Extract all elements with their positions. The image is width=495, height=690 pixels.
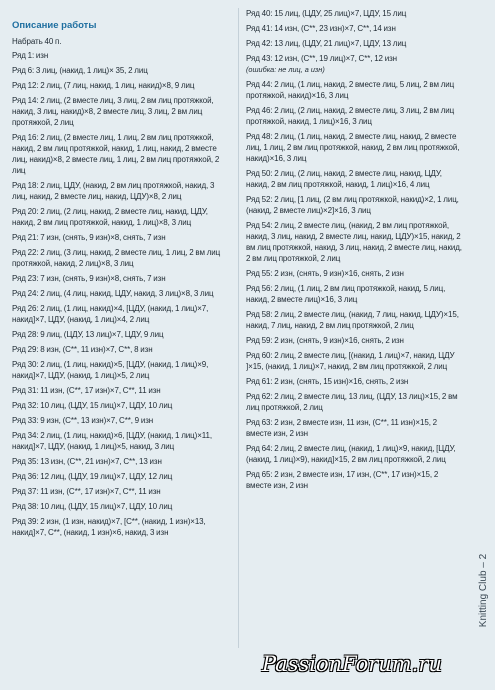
cast-on-instruction: Набрать 40 п. bbox=[12, 37, 62, 46]
row-instruction: Ряд 44: 2 лиц, (1 лиц, накид, 2 вместе лиц, 5 лиц, 2 вм лиц протяжкой, накид)×16, 3 лиц bbox=[246, 80, 455, 100]
row-instruction: Ряд 29: 8 изн, (С**, 11 изн)×7, С**, 8 изн bbox=[12, 345, 153, 354]
row-instruction: Ряд 39: 2 изн, (1 изн, накид)×7, [С**, (накид, 1 изн)×13, накид]×7, С**, (накид, 1 изн)×6, накид, 3 изн bbox=[12, 517, 206, 537]
row-instruction: Ряд 36: 12 лиц, (ЦДУ, 19 лиц)×7, ЦДУ, 12 лиц bbox=[12, 472, 173, 481]
row-instruction: Ряд 62: 2 лиц, 2 вместе лиц, 13 лиц, (ЦДУ, 13 лиц)×15, 2 вм лиц протяжкой, 2 лиц bbox=[246, 392, 458, 412]
row-instruction: Ряд 54: 2 лиц, 2 вместе лиц, (накид, 2 вм лиц протяжкой, накид, 3 лиц, накид, 2 вместе лиц, накид, ЦДУ)×15, накид, 2 вм лиц протяжкой, накид, 3 лиц, накид, 2 вместе лиц, накид, 2 вм лиц протяжкой, 2 лиц bbox=[246, 221, 462, 263]
row-instruction: Ряд 21: 7 изн, (снять, 9 изн)×8, снять, 7 изн bbox=[12, 233, 166, 242]
magazine-side-label bbox=[471, 520, 495, 660]
row-instruction: Ряд 22: 2 лиц, (3 лиц, накид, 2 вместе лиц, 1 лиц, 2 вм лиц протяжкой, накид, 2 лиц)×8, 3 лиц bbox=[12, 248, 221, 268]
right-column bbox=[246, 8, 464, 495]
row-instruction: Ряд 24: 2 лиц, (4 лиц, накид, ЦДУ, накид, 3 лиц)×8, 3 лиц bbox=[12, 289, 214, 298]
row-instruction: Ряд 63: 2 изн, 2 вместе изн, 11 изн, (С**, 11 изн)×15, 2 вместе изн, 2 изн bbox=[246, 418, 437, 438]
row-instruction: Ряд 30: 2 лиц, (1 лиц, накид)×5, [ЦДУ, (накид, 1 лиц)×9, накид]×7, ЦДУ, (накид, 1 лиц)×5, 2 лиц bbox=[12, 360, 209, 380]
row-instruction: Ряд 60: 2 лиц, 2 вместе лиц, [(накид, 1 лиц)×7, накид, ЦДУ ]×15, (накид, 1 лиц)×7, накид, 2 вм лиц протяжкой, 2 лиц bbox=[246, 351, 455, 371]
row-instruction: Ряд 16: 2 лиц, (2 вместе лиц, 1 лиц, 2 вм лиц протяжкой, накид, 2 вм лиц протяжкой, накид, 1 лиц, накид, 2 вместе лиц, накид)×8, 2 вместе лиц, 1 лиц, 2 вм лиц протяжкой, 2 лиц bbox=[12, 133, 220, 175]
left-column bbox=[12, 20, 230, 542]
row-instruction: Ряд 42: 13 лиц, (ЦДУ, 21 лиц)×7, ЦДУ, 13 лиц bbox=[246, 39, 407, 48]
row-instruction: Ряд 34: 2 лиц, (1 лиц, накид)×6, [ЦДУ, (накид, 1 лиц)×11, накид]×7, ЦДУ, (накид, 1 лиц)×5, накид, 3 лиц bbox=[12, 431, 212, 451]
row-instruction: Ряд 43: 12 изн, (С**, 19 лиц)×7, С**, 12 изн bbox=[246, 54, 397, 63]
row-instruction: Ряд 20: 2 лиц, (2 лиц, накид, 2 вместе лиц, накид, ЦДУ, накид, 2 вм лиц протяжкой, накид, 1 лиц)×8, 3 лиц bbox=[12, 207, 208, 227]
row-instruction: Ряд 50: 2 лиц, (2 лиц, накид, 2 вместе лиц, накид, ЦДУ, накид, 2 вм лиц протяжкой, накид, 1 лиц)×16, 4 лиц bbox=[246, 169, 442, 189]
left-rows-list bbox=[12, 50, 230, 538]
row-instruction: Ряд 65: 2 изн, 2 вместе изн, 17 изн, (С**, 17 изн)×15, 2 вместе изн, 2 изн bbox=[246, 470, 439, 490]
section-title: Описание работы bbox=[12, 20, 97, 31]
row-instruction: Ряд 1: изн bbox=[12, 51, 49, 60]
row-instruction: Ряд 58: 2 лиц, 2 вместе лиц, (накид, 7 лиц, накид, ЦДУ)×15, накид, 7 лиц, накид, 2 вм лиц протяжкой, 2 лиц bbox=[246, 310, 459, 330]
row-instruction: Ряд 6: 3 лиц, (накид, 1 лиц)× 35, 2 лиц bbox=[12, 66, 148, 75]
row-instruction: Ряд 61: 2 изн, (снять, 15 изн)×16, снять, 2 изн bbox=[246, 377, 409, 386]
row-instruction: Ряд 32: 10 лиц, (ЦДУ, 15 лиц)×7, ЦДУ, 10 лиц bbox=[12, 401, 173, 410]
row-instruction: Ряд 14: 2 лиц, (2 вместе лиц, 3 лиц, 2 вм лиц протяжкой, накид, 3 лиц, накид)×8, 2 вместе лиц, 3 лиц, 2 вм лиц протяжкой, 2 лиц bbox=[12, 96, 214, 127]
row-instruction: Ряд 59: 2 изн, (снять, 9 изн)×16, снять, 2 изн bbox=[246, 336, 404, 345]
row-instruction: Ряд 41: 14 изн, (С**, 23 изн)×7, С**, 14 изн bbox=[246, 24, 396, 33]
errata-note: (ошибка: не лиц, а изн) bbox=[246, 65, 325, 74]
row-instruction: Ряд 38: 10 лиц, (ЦДУ, 15 лиц)×7, ЦДУ, 10 лиц bbox=[12, 502, 173, 511]
row-instruction: Ряд 26: 2 лиц, (1 лиц, накид)×4, [ЦДУ, (накид, 1 лиц)×7, накид]×7, ЦДУ, (накид, 1 лиц)×4, 2 лиц bbox=[12, 304, 209, 324]
side-label-text: Knitting Club – 2 bbox=[478, 553, 490, 627]
row-instruction: Ряд 12: 2 лиц, (7 лиц, накид, 1 лиц, накид)×8, 9 лиц bbox=[12, 81, 195, 90]
column-divider bbox=[238, 8, 239, 648]
row-instruction: Ряд 33: 9 изн, (С**, 13 изн)×7, С**, 9 изн bbox=[12, 416, 154, 425]
row-instruction: Ряд 35: 13 изн, (С**, 21 изн)×7, С**, 13 изн bbox=[12, 457, 162, 466]
row-instruction: Ряд 18: 2 лиц, ЦДУ, (накид, 2 вм лиц протяжкой, накид, 3 лиц, накид, 2 вместе лиц, накид, ЦДУ)×8, 2 лиц bbox=[12, 181, 215, 201]
row-instruction: Ряд 55: 2 изн, (снять, 9 изн)×16, снять, 2 изн bbox=[246, 269, 404, 278]
row-instruction: Ряд 46: 2 лиц, (2 лиц, накид, 2 вместе лиц, 3 лиц, 2 вм лиц протяжкой, накид, 1 лиц)×16, 3 лиц bbox=[246, 106, 455, 126]
row-instruction: Ряд 64: 2 лиц, 2 вместе лиц, (накид, 1 лиц)×9, накид, [ЦДУ, (накид, 1 лиц)×9), накид]×15, 2 вм лиц протяжкой, 2 лиц bbox=[246, 444, 456, 464]
row-instruction: Ряд 23: 7 изн, (снять, 9 изн)×8, снять, 7 изн bbox=[12, 274, 166, 283]
row-instruction: Ряд 52: 2 лиц, [1 лиц, (2 вм лиц протяжкой, накид)×2, 1 лиц, (накид, 2 вместе лиц)×2]×16, 3 лиц bbox=[246, 195, 459, 215]
row-instruction: Ряд 40: 15 лиц, (ЦДУ, 25 лиц)×7, ЦДУ, 15 лиц bbox=[246, 9, 407, 18]
watermark: PassionForum.ru bbox=[262, 652, 442, 676]
row-instruction: Ряд 37: 11 изн, (С**, 17 изн)×7, С**, 11 изн bbox=[12, 487, 161, 496]
row-instruction: Ряд 28: 9 лиц, (ЦДУ, 13 лиц)×7, ЦДУ, 9 лиц bbox=[12, 330, 164, 339]
row-instruction: Ряд 31: 11 изн, (С**, 17 изн)×7, С**, 11 изн bbox=[12, 386, 161, 395]
row-instruction: Ряд 48: 2 лиц, (1 лиц, накид, 2 вместе лиц, накид, 2 вместе лиц, 1 лиц, 2 вм лиц протяжкой, накид, 2 вм лиц протяжкой, накид)×16, 3 лиц bbox=[246, 132, 460, 163]
row-instruction: Ряд 56: 2 лиц, (1 лиц, 2 вм лиц протяжкой, накид, 5 лиц, накид, 2 вместе лиц)×16, 3 лиц bbox=[246, 284, 446, 304]
